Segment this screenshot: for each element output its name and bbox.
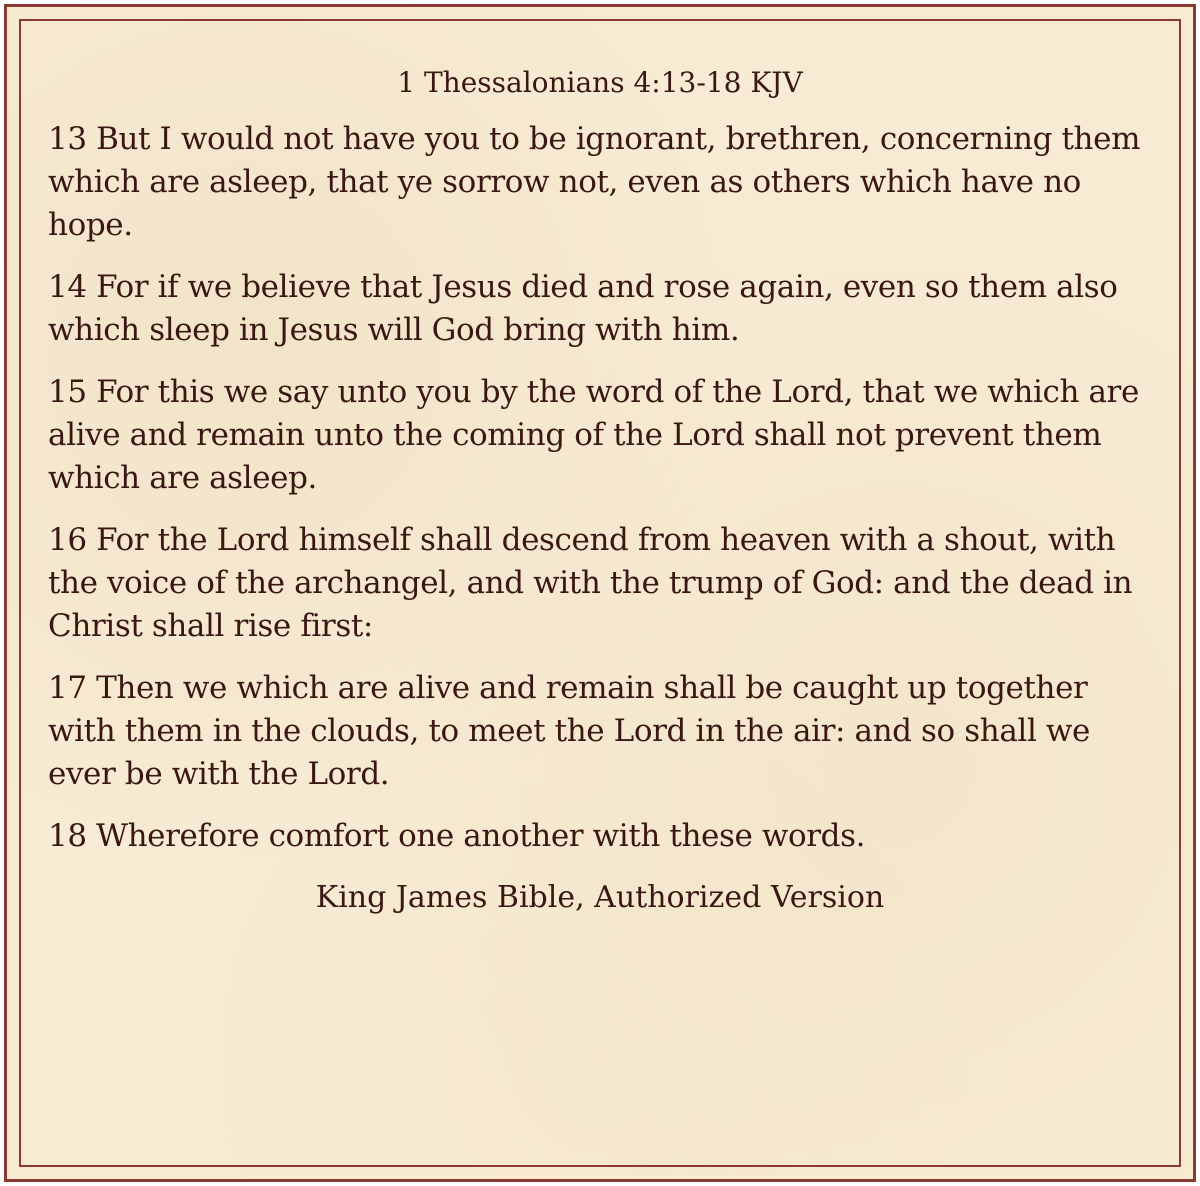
verse-16: 16 For the Lord himself shall descend from heaven with a shout, with the voice of the archangel, and with the trump of God: and the dead in Christ shall rise first: bbox=[48, 522, 1133, 644]
verse-18: 18 Wherefore comfort one another with these words. bbox=[48, 818, 866, 854]
translation-credit: King James Bible, Authorized Version bbox=[315, 880, 885, 915]
verse-13: 13 But I would not have you to be ignorant, brethren, concerning them which are asleep, that ye sorrow not, even as others which have no hope. bbox=[48, 121, 1141, 243]
verse-17: 17 Then we which are alive and remain shall be caught up together with them in the clouds, to meet the Lord in the air: and so shall we ever be with the Lord. bbox=[48, 670, 1090, 792]
verse-14: 14 For if we believe that Jesus died and rose again, even so them also which sleep in Jesus will God bring with him. bbox=[48, 269, 1118, 348]
passage-title: 1 Thessalonians 4:13-18 KJV bbox=[397, 66, 803, 99]
scripture-card bbox=[48, 66, 1158, 916]
verse-15: 15 For this we say unto you by the word of the Lord, that we which are alive and remain unto the coming of the Lord shall not prevent them which are asleep. bbox=[48, 374, 1139, 496]
